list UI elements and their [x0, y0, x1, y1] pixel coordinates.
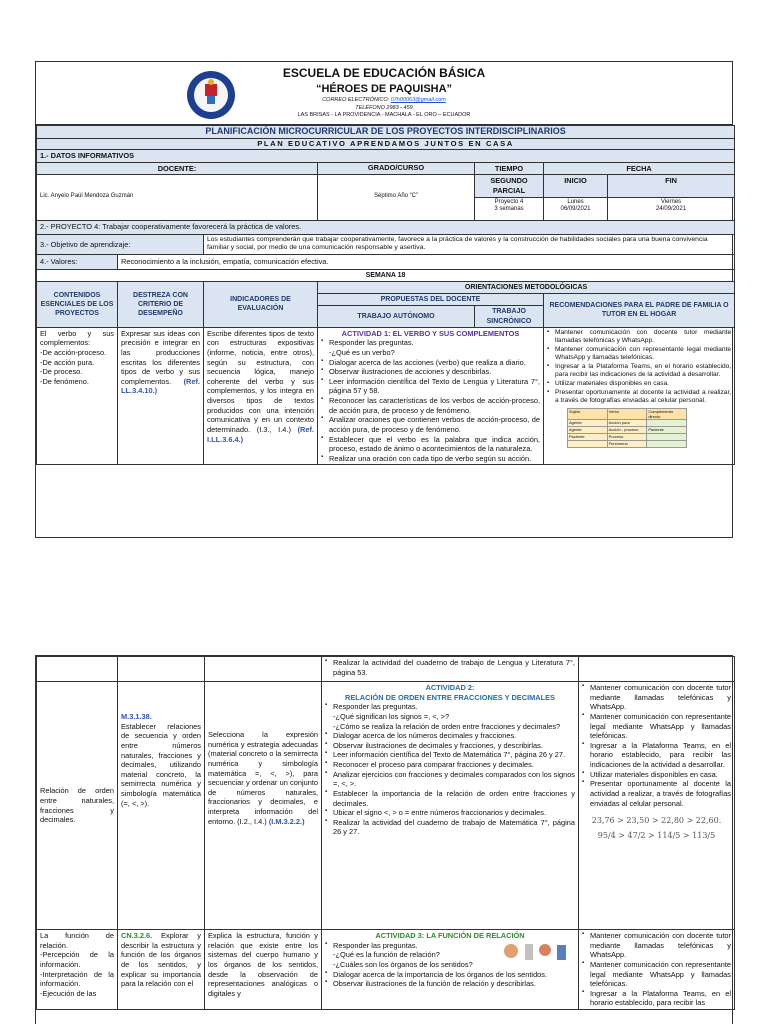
contenido-text: Relación de orden entre naturales, fracciones y decimales. — [40, 786, 114, 825]
contenido-line: -De fenómeno. — [40, 376, 89, 386]
indicador-text: Selecciona la expresión numérica y estrategia adecuadas (material concreto o la semirrecta numérica y simbología matemática =, <, >), para secuenciar y ordenar un conjunto de números naturales, fraccionarios y decimales, e interpreta información del entorno. (I.2., I.4.) — [208, 730, 318, 826]
activity-item: ▪ Establecer la importancia de la relación de orden entre fracciones y decimales. — [333, 789, 575, 808]
contenido-cell — [37, 682, 118, 930]
destreza-ref: CN.3.2.6. — [121, 931, 153, 940]
propuestas-cell — [322, 930, 579, 1010]
math-fractions: 95/4 > 47/2 > 114/5 > 113/5 — [597, 830, 716, 840]
mini-cell — [647, 420, 687, 427]
mini-head: Complemento directo — [647, 408, 687, 419]
activity-item: ▪ Ubicar el signo <, > o = entre números fraccionarios y decimales. — [333, 808, 575, 818]
activity-item: ▪ Leer información científica del Texto de Lengua y Literatura 7°, página 57 y 58. — [329, 377, 540, 396]
actividad-title: ACTIVIDAD 3: LA FUNCIÓN DE RELACIÓN — [375, 931, 525, 940]
activity-item: ▪ Realizar la actividad del cuaderno de trabajo de Lengua y Literatura 7°, página 53. — [333, 658, 575, 677]
email-label: CORREO ELECTRÓNICO: — [322, 97, 390, 103]
rec-item: ▪ Ingresar a la Plataforma Teams, en el horario establecido, para recibir las indicaciones de la actividad a desarrollar. — [555, 363, 731, 380]
indicador-text: Escribe diferentes tipos de texto con estructuras expositivas (informe, noticia, entre otros), según su estructura, con secuencia lógica, manejo coherente del verbo y sus complementos, y los integra en diversos tipos de textos producidos con una intención comunicativa y en un contexto determinado. (I.3., I.4.) — [207, 328, 314, 434]
indicador-cell — [205, 682, 322, 930]
destreza-text: Explorar y describir la estructura y función de los órganos de los sentidos, y explicar su importancia para la relación con el — [121, 931, 201, 989]
fin-dia: Viernes — [660, 198, 682, 205]
activity-item: ▪ Realizar una oración con cada tipo de verbo según su acción. — [329, 454, 540, 464]
indicador-ref: (Ref. I.LL.3.6.4.) — [207, 424, 314, 444]
activity-question: -¿Qué es un verbo? — [329, 347, 395, 357]
document-page-2 — [35, 655, 733, 1024]
rec-item: ▪ Presentar oportunamente al docente la actividad a realizar, a través de fotografías enviadas al celular personal. — [555, 389, 731, 406]
semana-label: SEMANA 18 — [37, 270, 735, 282]
destreza-cell — [118, 682, 205, 930]
school-name: ESCUELA DE EDUCACIÓN BÁSICA — [282, 66, 486, 80]
destreza-ref: M.3.1.38. — [121, 712, 152, 721]
tiempo-header: TIEMPO — [475, 162, 544, 175]
mini-head: Sujeto — [568, 408, 608, 419]
sub-title: PLAN EDUCATIVO APRENDAMOS JUNTOS EN CASA — [37, 139, 735, 150]
activity-question: -¿Cómo se realiza la relación de orden entre fracciones y decimales? — [333, 721, 561, 731]
activity-item: ▪ Dialogar acerca de los números decimales y fracciones. — [333, 731, 575, 741]
main-title: PLANIFICACIÓN MICROCURRICULAR DE LOS PROYECTOS INTERDISCIPLINARIOS — [37, 126, 735, 139]
proyecto-row: 2.- PROYECTO 4: Trabajar cooperativamente favorecerá la práctica de valores. — [37, 220, 735, 234]
activity-question: -¿Qué es la función de relación? — [333, 950, 440, 960]
document-page-1 — [35, 61, 733, 538]
col-contenidos: CONTENIDOS ESENCIALES DE LOS PROYECTOS — [37, 282, 118, 327]
contenido-line: El verbo y sus complementos: — [40, 328, 114, 348]
col-indicadores: INDICADORES DE EVALUACIÓN — [204, 282, 318, 327]
rec-item: ▪ Ingresar a la Plataforma Teams, en el horario establecido, para recibir las indicaciones de la actividad a desarrollar. — [590, 741, 731, 770]
propuestas-cell — [318, 327, 544, 465]
activity-item: ▪ Realizar la actividad del cuaderno de trabajo de Matemática 7°, página 26 y 27. — [333, 818, 575, 837]
rec-item: ▪ Mantener comunicación con representante legal mediante WhatsApp y llamadas telefónicas. — [590, 960, 731, 989]
mini-cell: Paciente — [568, 434, 608, 441]
indicador-text: Explica la estructura, función y relación que existe entre los sistemas del cuerpo humano y los órganos de los sentidos, desde la observación de representaciones analógicas o digitales y — [208, 931, 318, 998]
contenido-line: -De acción pura. — [40, 357, 95, 367]
fecha-header: FECHA — [544, 162, 735, 175]
grado-value: Séptimo Año “C” — [318, 175, 475, 220]
info-section-label: 1.- DATOS INFORMATIVOS — [37, 150, 735, 163]
recomendaciones-cell — [579, 930, 735, 1010]
activity-item: ▪ Observar ilustraciones de decimales y fracciones, y describirlas. — [333, 741, 575, 751]
indicador-ref: (I.M.3.2.2.) — [268, 816, 305, 826]
contenido-line: -De acción-proceso. — [40, 347, 107, 357]
docente-header: DOCENTE: — [37, 162, 318, 175]
mini-cell — [647, 434, 687, 441]
inicio-header: INICIO — [544, 175, 608, 197]
destreza-cell — [118, 327, 204, 465]
recomendaciones-cell — [579, 682, 735, 930]
proyecto-num: Proyecto 4 — [494, 198, 524, 205]
valores-text: Reconocimiento a la inclusión, empatía, comunicación efectiva. — [118, 255, 735, 270]
activity-item: ▪ Observar ilustraciones de acciones y describirlas. — [329, 367, 540, 377]
rec-item: ▪ Ingresar a la Plataforma Teams, en el horario establecido, para recibir las — [590, 989, 731, 1008]
mini-cell: Paciente — [647, 427, 687, 434]
contenido-line: -De proceso. — [40, 367, 83, 377]
destreza-cell — [118, 930, 205, 1010]
mini-cell: Fenómeno — [607, 441, 647, 448]
school-address: LAS BRISAS - LA PROVIDENCIA - MACHALA - EL ORO – ECUADOR — [297, 112, 471, 118]
mini-cell: Agente — [568, 420, 608, 427]
mini-cell — [568, 441, 608, 448]
fin-header: FIN — [608, 175, 735, 197]
rec-item: ▪ Mantener comunicación con docente tutor mediante llamadas telefónicas y WhatsApp. — [590, 683, 731, 712]
recomendaciones-cell — [544, 327, 735, 465]
objetivo-text: Los estudiantes comprenderán que trabajar cooperativamente, favorece a la práctica de valores y la construcción de habilidades sociales para una buena convivencia familiar y social, por medio de una comunicación responsable y asertiva. — [204, 234, 735, 255]
col-autonomo: TRABAJO AUTÓNOMO — [318, 306, 475, 327]
activity-item: ▪ Reconocer el proceso para comparar fracciones y decimales. — [333, 760, 575, 770]
math-decimals: 23,76 > 23,50 > 22,80 > 22,60. — [591, 816, 722, 826]
activity-item: ▪ Dialogar acerca de la importancia de los órganos de los sentidos. — [333, 970, 575, 980]
col-orientaciones: ORIENTACIONES METODOLÓGICAS — [318, 282, 735, 294]
school-header — [36, 62, 732, 125]
activity-item: ▪ Analizar ejercicios con fracciones y decimales comparados con los signos =, <, >. — [333, 770, 575, 789]
fin-fecha: 24/09/2021 — [656, 206, 687, 213]
contenido-cell — [37, 327, 118, 465]
activity-item: ▪ Establecer que el verbo es la palabra que indica acción, proceso, estado de ánimo o acontecimientos de la naturaleza. — [329, 435, 540, 454]
destreza-text: Establecer relaciones de secuencia y orden entre números naturales, fracciones y decimales, utilizando material concreto, la semirrecta numérica y simbología matemática (=, <, >). — [121, 721, 201, 808]
propuestas-cell — [322, 682, 579, 930]
activity-item: ▪ Analizar oraciones que contienen verbos de acción-proceso, de acción pura, de proceso y de fenómeno. — [329, 415, 540, 434]
rec-item: ▪ Presentar oportunamente al docente la actividad a realizar, a través de fotografías enviadas al celular personal. — [590, 779, 731, 808]
rec-item: ▪ Mantener comunicación con docente tutor mediante llamadas telefónicas y WhatsApp. — [555, 329, 731, 346]
verb-mini-table — [567, 408, 687, 448]
actividad-title: ACTIVIDAD 2: — [425, 683, 475, 692]
planning-table-1 — [36, 125, 735, 465]
activity-item: ▪ Leer información científica del Texto de Matemática 7°, página 26 y 27. — [333, 750, 575, 760]
actividad-subtitle: RELACIÓN DE ORDEN ENTRE FRACCIONES Y DECIMALES — [345, 692, 555, 702]
mini-cell: Acción pura — [607, 420, 647, 427]
propuestas-cell — [322, 657, 579, 682]
mini-cell: Proceso — [607, 434, 647, 441]
contenido-cell — [37, 930, 118, 1010]
semanas-value: 3 semanas — [494, 206, 524, 213]
rec-item: ▪ Mantener comunicación con representante legal mediante WhatsApp y llamadas telefónicas. — [590, 712, 731, 741]
parcial-header: SEGUNDO PARCIAL — [475, 175, 544, 197]
email-link[interactable]: 07h00063@gmail.com — [390, 97, 446, 103]
objetivo-label: 3.- Objetivo de aprendizaje: — [37, 234, 204, 255]
mini-cell — [647, 441, 687, 448]
activity-item: ▪ Observar ilustraciones de la función de relación y describirlas. — [333, 979, 575, 989]
contenido-line: -Percepción de la información. — [40, 950, 114, 969]
rec-item: ▪ Mantener comunicación con docente tutor mediante llamadas telefónicas y WhatsApp. — [590, 931, 731, 960]
actividad-title: ACTIVIDAD 1: EL VERBO Y SUS COMPLEMENTOS — [341, 328, 520, 338]
col-destreza: DESTREZA CON CRITERIO DE DESEMPEÑO — [118, 282, 204, 327]
rec-item: ▪ Utilizar materiales disponibles en casa. — [590, 770, 731, 780]
mini-cell: Acción - proceso — [607, 427, 647, 434]
destreza-text: Expresar sus ideas con precisión e integrar en las producciones escritas los diferentes tipos de verbo y sus complementos. — [121, 328, 200, 386]
col-sincronico: TRABAJO SINCRÓNICO — [475, 306, 544, 327]
activity-item: ▪ Reconocer las características de los verbos de acción-proceso, de acción pura, de proceso y de fenómeno. — [329, 396, 540, 415]
valores-label: 4.- Valores: — [37, 255, 118, 270]
activity-item: ▪ Responder las preguntas. — [333, 702, 575, 712]
col-propuestas: PROPUESTAS DEL DOCENTE — [318, 294, 544, 306]
docente-value: Lic. Anyelo Paúl Mendoza Guzmán — [37, 175, 318, 220]
contenido-line: -Interpretación de la información. — [40, 969, 114, 989]
rec-item: ▪ Utilizar materiales disponibles en casa. — [555, 380, 731, 389]
school-subname: “HÉROES DE PAQUISHA” — [315, 83, 453, 95]
inicio-dia: Lunes — [567, 198, 584, 205]
mini-cell: Agente — [568, 427, 608, 434]
activity-item: ▪ Responder las preguntas. — [333, 941, 575, 951]
school-phone: TELÉFONO 2983 - 459 — [355, 105, 413, 111]
activity-item: ▪ Dialogar acerca de las acciones (verbo) que realiza a diario. — [329, 358, 540, 368]
mini-head: Verbo — [607, 408, 647, 419]
activity-question: -¿Qué significan los signos =, <, >? — [333, 711, 450, 721]
activity-item: ▪ Responder las preguntas. — [329, 338, 540, 348]
contenido-line: La función de relación. — [40, 931, 114, 950]
col-recomendaciones: RECOMENDACIONES PARA EL PADRE DE FAMILIA O TUTOR EN EL HOGAR — [544, 294, 735, 327]
inicio-fecha: 06/09/2021 — [560, 206, 591, 213]
grado-header: GRADO/CURSO — [318, 162, 475, 175]
destreza-ref: (Ref. LL.3.4.10.) — [121, 376, 200, 396]
rec-item: ▪ Mantener comunicación con representante legal mediante WhatsApp y llamadas telefónicas. — [555, 346, 731, 363]
activity-question: -¿Cuáles son los órganos de los sentidos? — [333, 959, 473, 969]
planning-table-2 — [36, 656, 735, 1010]
indicador-cell — [204, 327, 318, 465]
indicador-cell — [205, 930, 322, 1010]
contenido-line: -Ejecución de las — [40, 988, 97, 998]
